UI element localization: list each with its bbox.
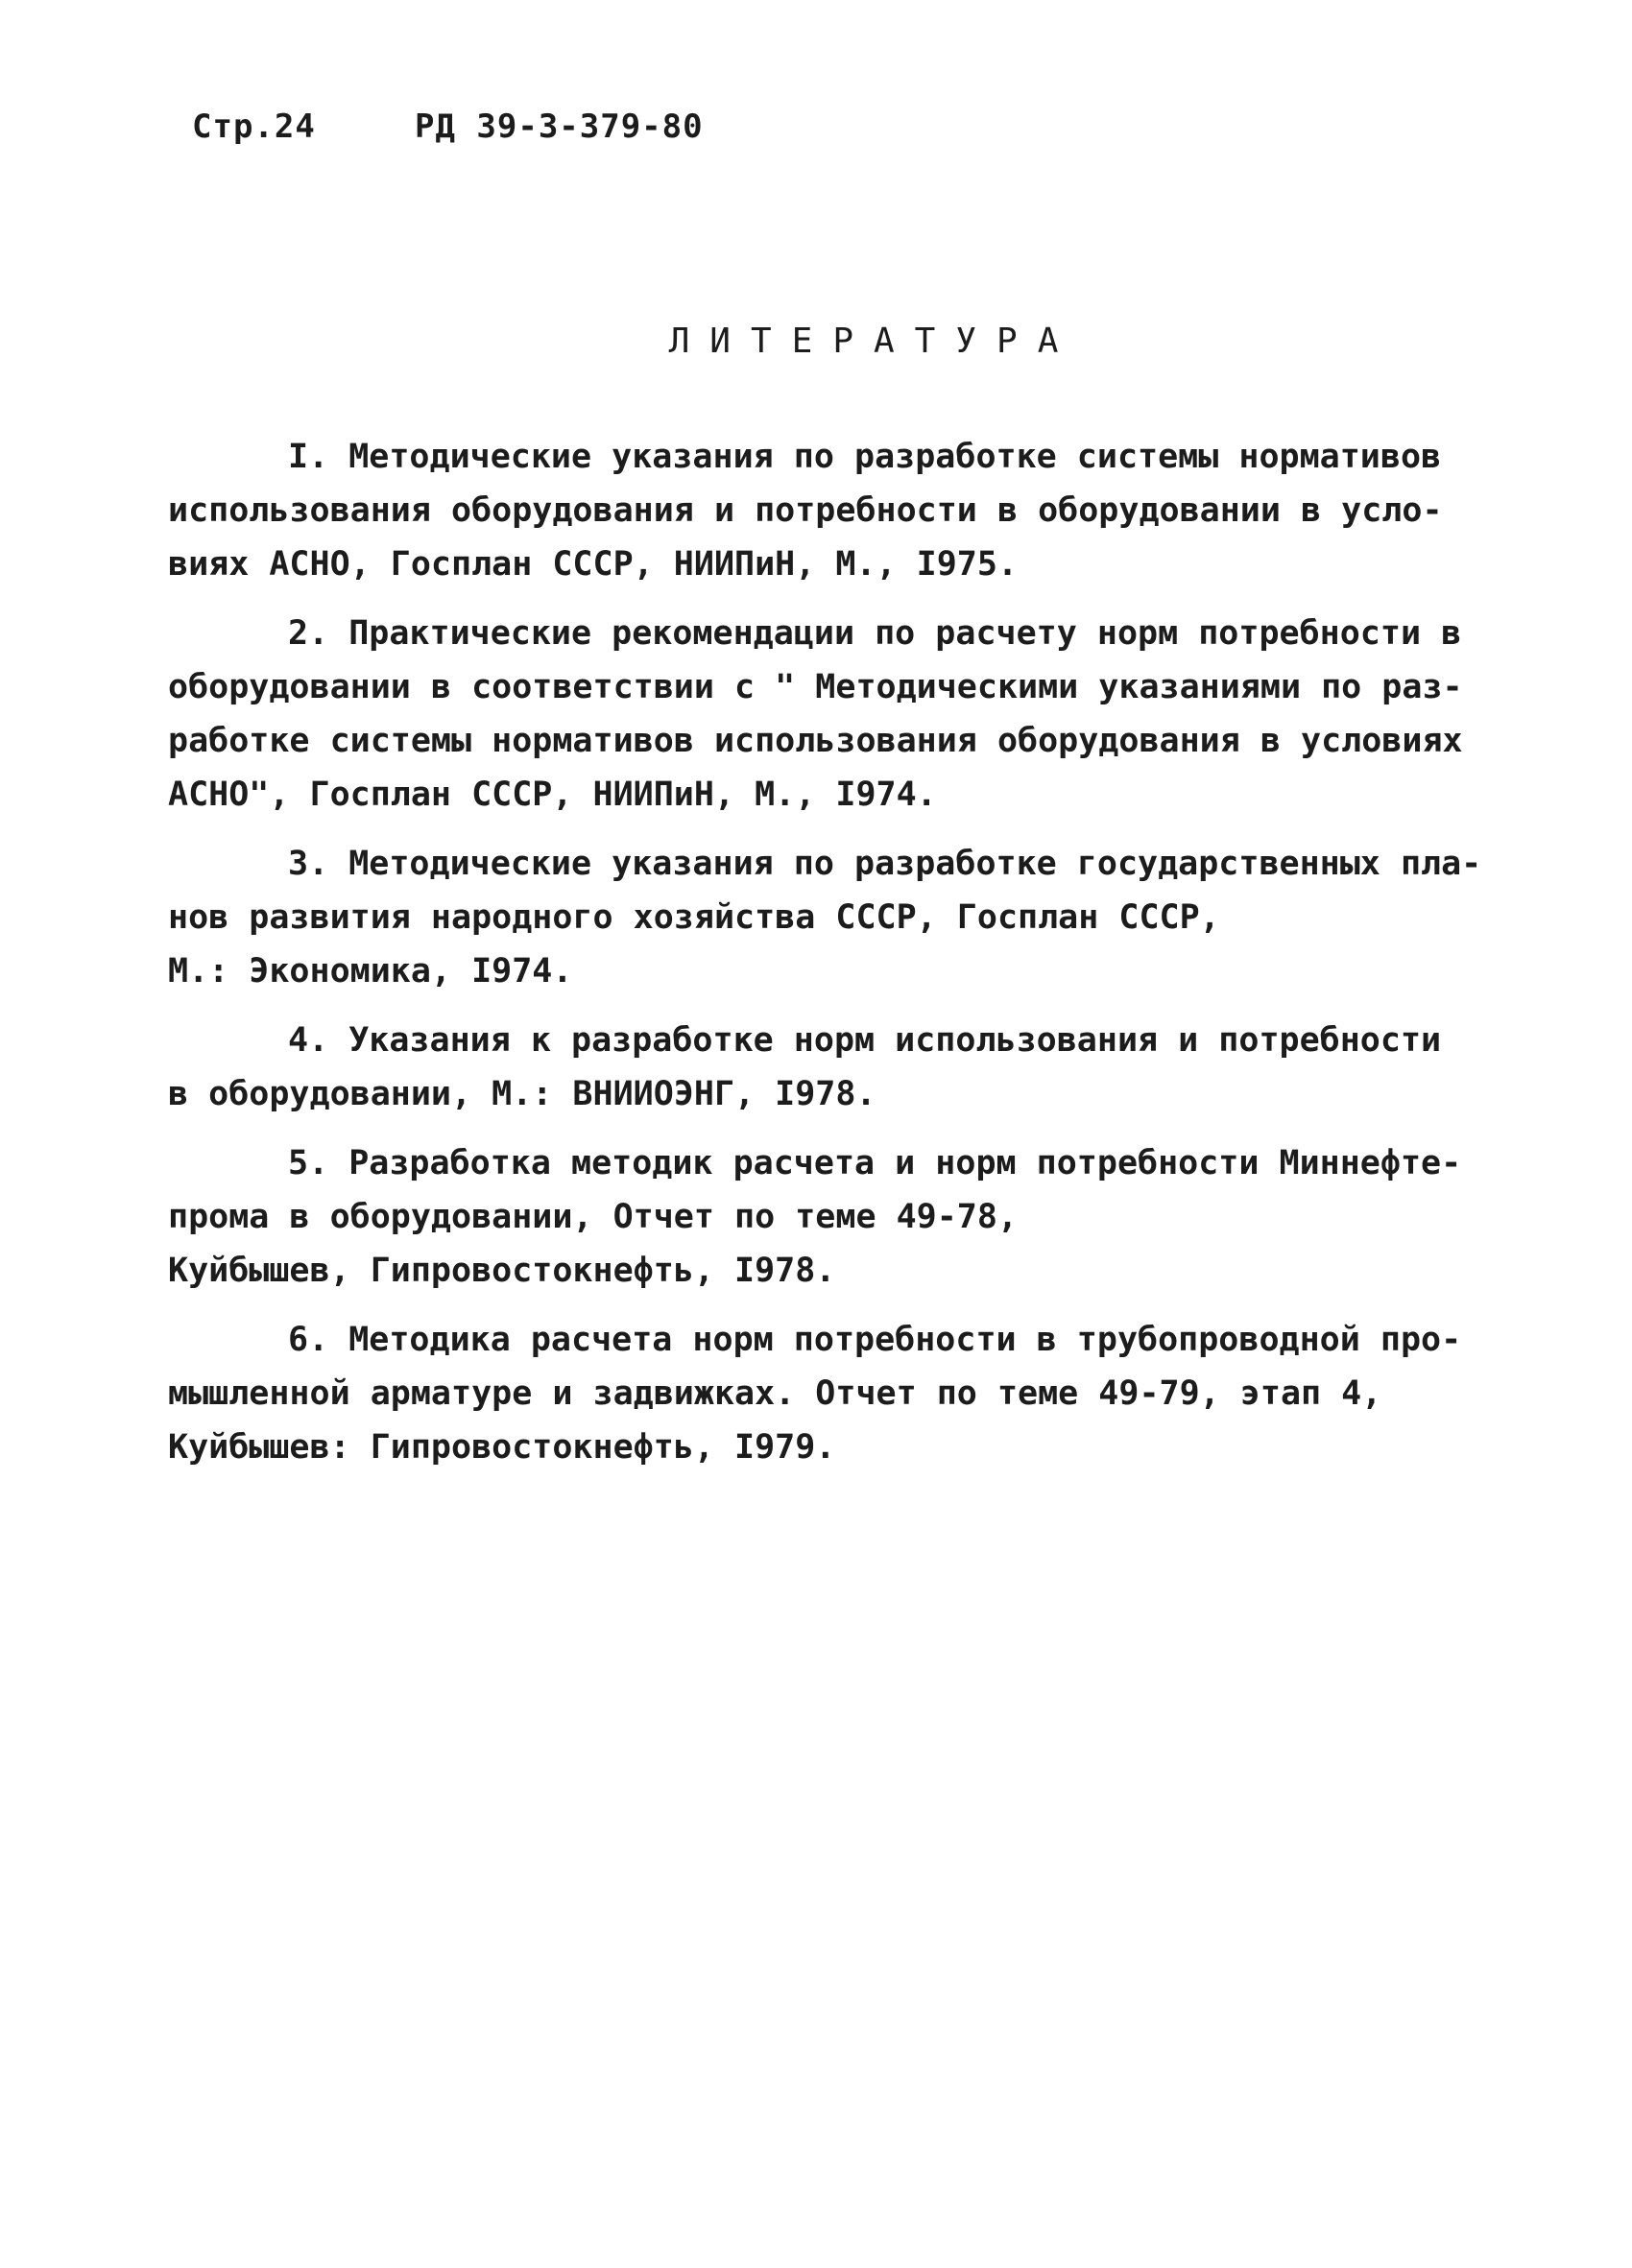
reference-line: оборудовании в соответствии с " Методическими указаниями по раз- bbox=[168, 668, 1463, 706]
reference-line: 2. Практические рекомендации по расчету норм потребности в bbox=[288, 614, 1462, 653]
reference-line: нов развития народного хозяйства СССР, Госплан СССР, bbox=[168, 898, 1220, 937]
reference-line: 6. Методика расчета норм потребности в трубопроводной про- bbox=[288, 1321, 1462, 1359]
reference-item bbox=[168, 607, 1488, 822]
reference-line: мышленной арматуре и задвижках. Отчет по теме 49-79, этап 4, bbox=[168, 1374, 1382, 1413]
reference-item bbox=[168, 1136, 1488, 1298]
reference-line: I. Методические указания по разработке системы нормативов bbox=[288, 438, 1442, 476]
document-code: РД 39-3-379-80 bbox=[415, 107, 704, 146]
reference-item bbox=[168, 430, 1488, 591]
reference-line: 5. Разработка методик расчета и норм потребности Миннефте- bbox=[288, 1144, 1462, 1182]
reference-line: Куйбышев, Гипровостокнефть, I978. bbox=[168, 1252, 836, 1290]
reference-line: 3. Методические указания по разработке государственных пла- bbox=[288, 845, 1482, 883]
reference-line: использования оборудования и потребности в оборудовании в усло- bbox=[168, 491, 1443, 530]
page-header bbox=[192, 107, 704, 146]
reference-item bbox=[168, 1014, 1488, 1121]
page-number: Стр.24 bbox=[192, 107, 316, 146]
reference-line: 4. Указания к разработке норм использования и потребности bbox=[288, 1021, 1442, 1060]
reference-line: виях АСНО, Госплан СССР, НИИПиН, М., I975. bbox=[168, 545, 1019, 584]
reference-item bbox=[168, 837, 1488, 998]
reference-line: АСНО", Госплан СССР, НИИПиН, М., I974. bbox=[168, 776, 937, 814]
reference-line: прома в оборудовании, Отчет по теме 49-78, bbox=[168, 1198, 1019, 1236]
section-title: ЛИТЕРАТУРА bbox=[668, 322, 1079, 361]
reference-line: М.: Экономика, I974. bbox=[168, 952, 573, 991]
reference-list bbox=[168, 430, 1488, 1490]
reference-line: Куйбышев: Гипровостокнефть, I979. bbox=[168, 1428, 836, 1467]
reference-line: работке системы нормативов использования оборудования в условиях bbox=[168, 722, 1463, 760]
reference-item bbox=[168, 1313, 1488, 1474]
reference-line: в оборудовании, М.: ВНИИОЭНГ, I978. bbox=[168, 1075, 876, 1113]
